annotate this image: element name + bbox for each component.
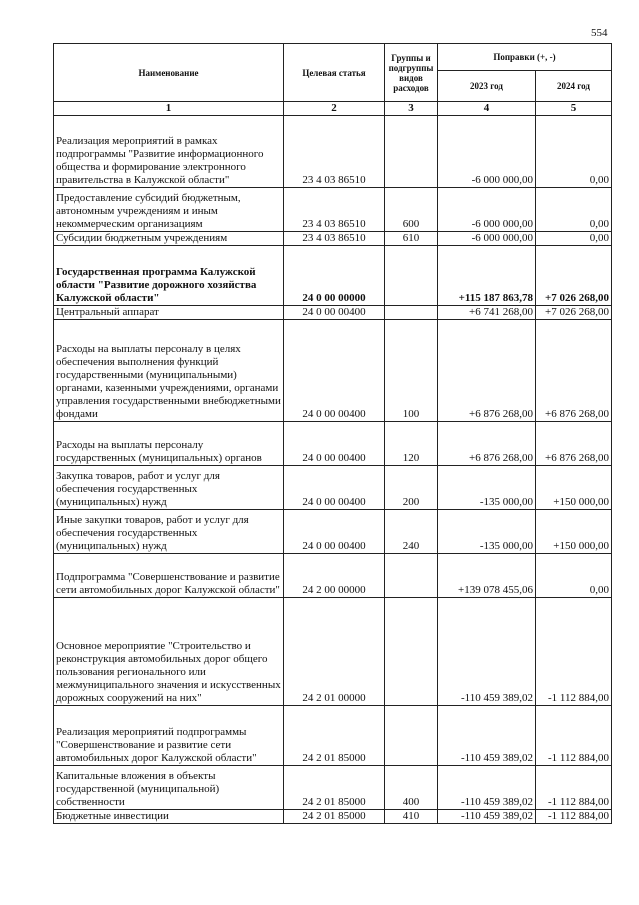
row-target-code: 24 0 00 00400 bbox=[284, 320, 385, 422]
row-name: Субсидии бюджетным учреждениям bbox=[54, 232, 284, 246]
row-amount-2024: -1 112 884,00 bbox=[536, 706, 612, 766]
row-name: Закупка товаров, работ и услуг для обеспечения государственных (муниципальных) нужд bbox=[54, 466, 284, 510]
row-amount-2023: +6 876 268,00 bbox=[438, 422, 536, 466]
row-target-code: 24 2 01 85000 bbox=[284, 810, 385, 824]
table-row bbox=[54, 554, 612, 598]
table-body bbox=[54, 116, 612, 824]
row-group-code: 600 bbox=[385, 188, 438, 232]
header-amendments: Поправки (+, -) bbox=[438, 44, 612, 71]
row-target-code: 24 0 00 00400 bbox=[284, 422, 385, 466]
row-group-code bbox=[385, 116, 438, 188]
row-amount-2024: +7 026 268,00 bbox=[536, 306, 612, 320]
row-amount-2023: -135 000,00 bbox=[438, 466, 536, 510]
row-amount-2023: +6 741 268,00 bbox=[438, 306, 536, 320]
row-amount-2024: -1 112 884,00 bbox=[536, 810, 612, 824]
page-number: 554 bbox=[591, 27, 608, 39]
row-amount-2024: -1 112 884,00 bbox=[536, 766, 612, 810]
row-amount-2023: +115 187 863,78 bbox=[438, 246, 536, 306]
table-row bbox=[54, 422, 612, 466]
row-group-code bbox=[385, 598, 438, 706]
row-name: Основное мероприятие "Строительство и реконструкция автомобильных дорог общего пользования регионального или межмуниципального значения и искусственных дорожных сооружений на них" bbox=[54, 598, 284, 706]
row-amount-2023: +139 078 455,06 bbox=[438, 554, 536, 598]
table-row bbox=[54, 466, 612, 510]
row-target-code: 23 4 03 86510 bbox=[284, 188, 385, 232]
row-amount-2024: +7 026 268,00 bbox=[536, 246, 612, 306]
row-amount-2024: +6 876 268,00 bbox=[536, 422, 612, 466]
row-amount-2024: 0,00 bbox=[536, 188, 612, 232]
row-group-code: 100 bbox=[385, 320, 438, 422]
row-group-code: 120 bbox=[385, 422, 438, 466]
row-amount-2024: 0,00 bbox=[536, 232, 612, 246]
row-amount-2023: -135 000,00 bbox=[438, 510, 536, 554]
row-name: Подпрограмма "Совершенствование и развитие сети автомобильных дорог Калужской области" bbox=[54, 554, 284, 598]
col-number: 4 bbox=[438, 102, 536, 116]
table-row bbox=[54, 810, 612, 824]
row-name: Иные закупки товаров, работ и услуг для обеспечения государственных (муниципальных) нужд bbox=[54, 510, 284, 554]
header-name: Наименование bbox=[54, 44, 284, 102]
row-amount-2023: -110 459 389,02 bbox=[438, 598, 536, 706]
row-group-code: 200 bbox=[385, 466, 438, 510]
table-row bbox=[54, 598, 612, 706]
row-target-code: 24 0 00 00400 bbox=[284, 510, 385, 554]
row-amount-2023: -6 000 000,00 bbox=[438, 188, 536, 232]
table-row bbox=[54, 306, 612, 320]
row-amount-2024: 0,00 bbox=[536, 116, 612, 188]
row-amount-2023: -110 459 389,02 bbox=[438, 810, 536, 824]
table-row bbox=[54, 766, 612, 810]
row-target-code: 24 0 00 00000 bbox=[284, 246, 385, 306]
table-row bbox=[54, 320, 612, 422]
row-amount-2024: -1 112 884,00 bbox=[536, 598, 612, 706]
header-target: Целевая статья bbox=[284, 44, 385, 102]
row-name: Предоставление субсидий бюджетным, автономным учреждениям и иным некоммерческим организациям bbox=[54, 188, 284, 232]
row-amount-2023: -110 459 389,02 bbox=[438, 706, 536, 766]
table-row bbox=[54, 510, 612, 554]
row-amount-2024: +150 000,00 bbox=[536, 466, 612, 510]
row-target-code: 23 4 03 86510 bbox=[284, 232, 385, 246]
row-group-code bbox=[385, 246, 438, 306]
header-year-2023: 2023 год bbox=[438, 71, 536, 102]
row-name: Государственная программа Калужской области "Развитие дорожного хозяйства Калужской области" bbox=[54, 246, 284, 306]
row-amount-2023: -6 000 000,00 bbox=[438, 232, 536, 246]
row-name: Капитальные вложения в объекты государственной (муниципальной) собственности bbox=[54, 766, 284, 810]
row-target-code: 24 0 00 00400 bbox=[284, 306, 385, 320]
row-name: Центральный аппарат bbox=[54, 306, 284, 320]
row-group-code bbox=[385, 554, 438, 598]
row-name: Расходы на выплаты персоналу государственных (муниципальных) органов bbox=[54, 422, 284, 466]
row-group-code: 410 bbox=[385, 810, 438, 824]
table-row bbox=[54, 232, 612, 246]
row-amount-2024: 0,00 bbox=[536, 554, 612, 598]
row-amount-2024: +6 876 268,00 bbox=[536, 320, 612, 422]
budget-table bbox=[53, 43, 612, 824]
row-target-code: 24 2 00 00000 bbox=[284, 554, 385, 598]
row-group-code bbox=[385, 306, 438, 320]
row-group-code: 400 bbox=[385, 766, 438, 810]
row-target-code: 24 2 01 85000 bbox=[284, 706, 385, 766]
table-row bbox=[54, 246, 612, 306]
row-group-code: 240 bbox=[385, 510, 438, 554]
header-year-2024: 2024 год bbox=[536, 71, 612, 102]
table-row bbox=[54, 706, 612, 766]
row-target-code: 24 0 00 00400 bbox=[284, 466, 385, 510]
row-amount-2023: -110 459 389,02 bbox=[438, 766, 536, 810]
table-row bbox=[54, 188, 612, 232]
header-groups: Группы и подгруппы видов расходов bbox=[385, 44, 438, 102]
row-target-code: 24 2 01 85000 bbox=[284, 766, 385, 810]
row-group-code: 610 bbox=[385, 232, 438, 246]
col-number: 5 bbox=[536, 102, 612, 116]
col-number: 1 bbox=[54, 102, 284, 116]
row-name: Расходы на выплаты персоналу в целях обеспечения выполнения функций государственными (муниципальными) органами, казенными учреждениями, органами управления государственными внебюджетными фондами bbox=[54, 320, 284, 422]
row-target-code: 24 2 01 00000 bbox=[284, 598, 385, 706]
table-row bbox=[54, 116, 612, 188]
col-number: 3 bbox=[385, 102, 438, 116]
col-number: 2 bbox=[284, 102, 385, 116]
row-name: Реализация мероприятий в рамках подпрограммы "Развитие информационного общества и формирование электронного правительства в Калужской области" bbox=[54, 116, 284, 188]
row-name: Бюджетные инвестиции bbox=[54, 810, 284, 824]
row-group-code bbox=[385, 706, 438, 766]
row-amount-2023: +6 876 268,00 bbox=[438, 320, 536, 422]
row-target-code: 23 4 03 86510 bbox=[284, 116, 385, 188]
row-name: Реализация мероприятий подпрограммы "Совершенствование и развитие сети автомобильных дорог Калужской области" bbox=[54, 706, 284, 766]
row-amount-2023: -6 000 000,00 bbox=[438, 116, 536, 188]
row-amount-2024: +150 000,00 bbox=[536, 510, 612, 554]
